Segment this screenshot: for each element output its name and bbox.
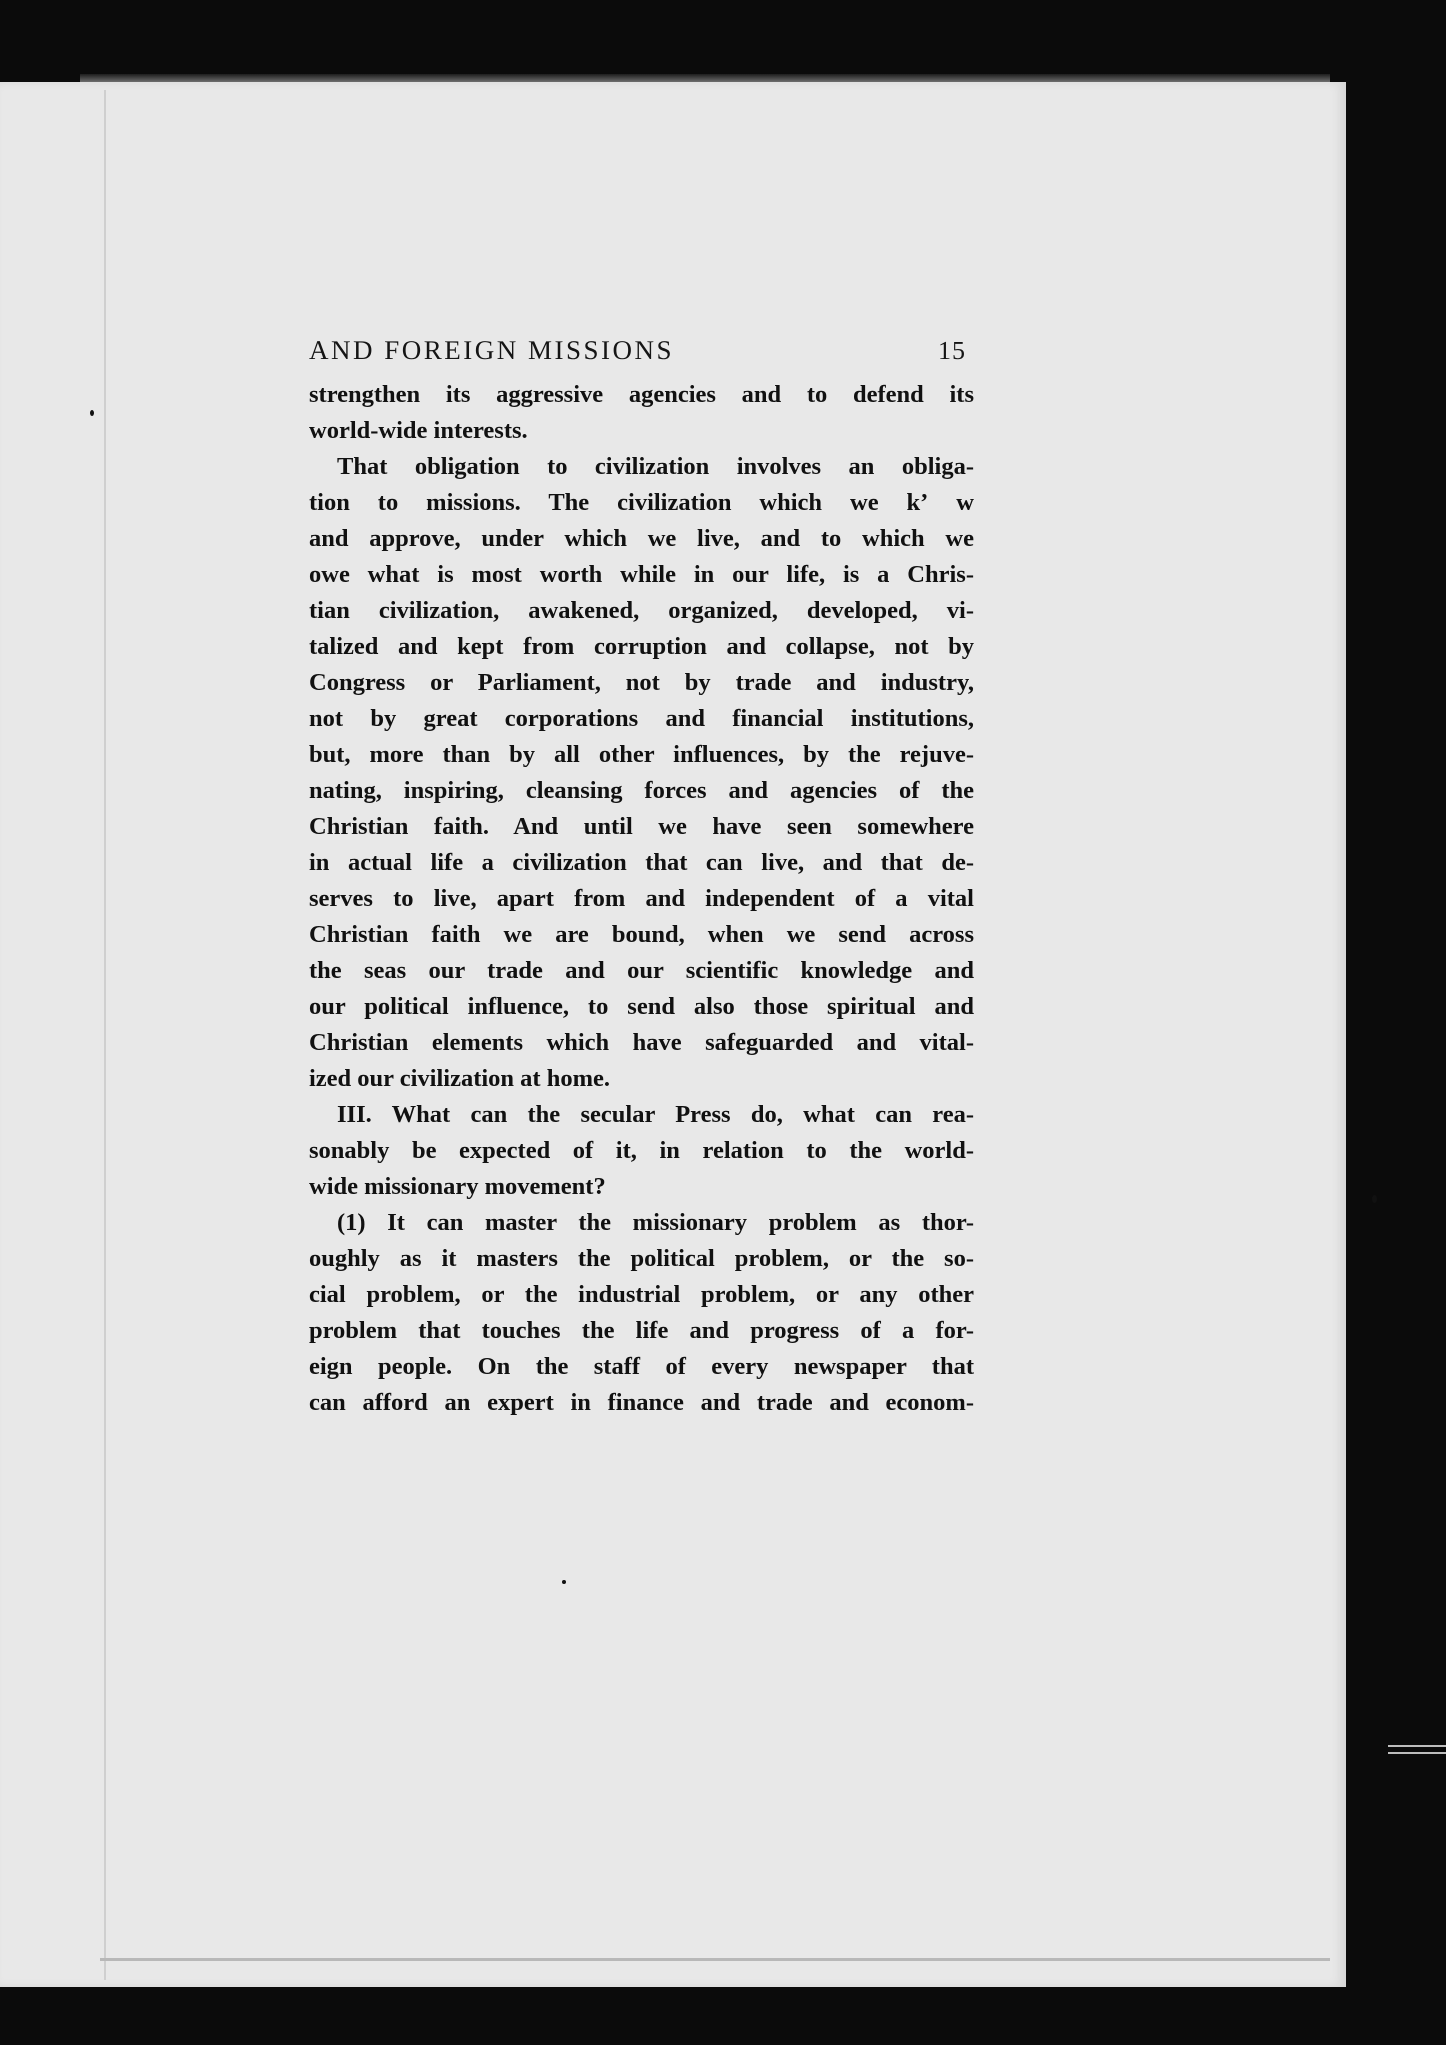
running-head-title: AND FOREIGN MISSIONS xyxy=(309,335,675,365)
gutter-fold-line xyxy=(104,90,106,1980)
scan-edge-mark xyxy=(1388,1752,1446,1754)
text-line: (1) It can master the missionary problem as thor- xyxy=(337,1209,974,1236)
text-line: tian civilization, awakened, organized, developed, vi- xyxy=(309,597,974,624)
text-line: oughly as it masters the political problem, or the so- xyxy=(309,1245,974,1272)
text-line: eign people. On the staff of every newspaper that xyxy=(309,1353,974,1380)
page-bottom-edge xyxy=(100,1958,1330,1961)
text-line: but, more than by all other influences, by the rejuve- xyxy=(309,741,974,768)
text-line: can afford an expert in finance and trade and econom- xyxy=(309,1389,974,1416)
text-line: in actual life a civilization that can live, and that de- xyxy=(309,849,974,876)
text-line: talized and kept from corruption and collapse, not by xyxy=(309,633,974,660)
running-head xyxy=(309,335,974,377)
text-line: owe what is most worth while in our life, is a Chris- xyxy=(309,561,974,588)
text-line: nating, inspiring, cleansing forces and agencies of the xyxy=(309,777,974,804)
text-line: III. What can the secular Press do, what can rea- xyxy=(337,1101,974,1128)
text-line: strengthen its aggressive agencies and to defend its xyxy=(309,381,974,408)
page-text-block xyxy=(309,335,974,1421)
text-line: Congress or Parliament, not by trade and industry, xyxy=(309,669,974,696)
text-line: tion to missions. The civilization which we kʼ w xyxy=(309,489,974,516)
page-number: 15 xyxy=(938,336,966,365)
text-line: our political influence, to send also those spiritual and xyxy=(309,993,974,1020)
scan-speck xyxy=(90,410,94,416)
text-line: cial problem, or the industrial problem, or any other xyxy=(309,1281,974,1308)
text-line: serves to live, apart from and independent of a vital xyxy=(309,885,974,912)
text-line: not by great corporations and financial institutions, xyxy=(309,705,974,732)
scan-edge-mark xyxy=(1388,1745,1446,1747)
text-line: and approve, under which we live, and to which we xyxy=(309,525,974,552)
scan-speck xyxy=(1372,1195,1377,1203)
text-line: world-wide interests. xyxy=(309,417,528,444)
text-line: ized our civilization at home. xyxy=(309,1065,610,1092)
scan-speck xyxy=(562,1580,566,1584)
text-line: Christian elements which have safeguarded and vital- xyxy=(309,1029,974,1056)
text-line: sonably be expected of it, in relation to the world- xyxy=(309,1137,974,1164)
text-line: the seas our trade and our scientific knowledge and xyxy=(309,957,974,984)
text-line: problem that touches the life and progress of a for- xyxy=(309,1317,974,1344)
text-line: wide missionary movement? xyxy=(309,1173,606,1200)
text-line: Christian faith. And until we have seen somewhere xyxy=(309,813,974,840)
text-line: That obligation to civilization involves an obliga- xyxy=(337,453,974,480)
text-line: Christian faith we are bound, when we send across xyxy=(309,921,974,948)
body-text xyxy=(309,377,974,1421)
